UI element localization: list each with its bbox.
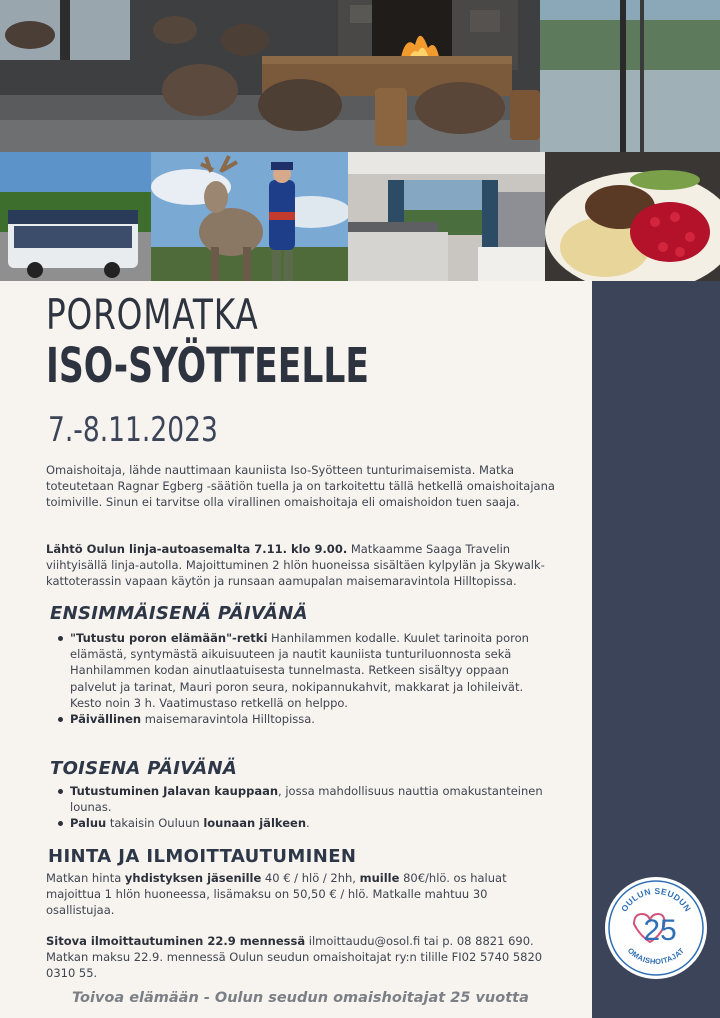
logo-bottom-text: OMAISHOITAJAT [625,945,687,967]
departure-text: Matkaamme Saaga Travelin viihtyisällä linja-autolla. Majoittuminen 2 hlön huoneissa sisältäen kylpylän ja Skywalk-kattoterassin vapaan käytön ja runsaan aamupalan maisemaravintola Hilltopissa. [46,542,545,589]
footer-slogan: Toivoa elämään - Oulun seudun omaishoitajat 25 vuotta [72,990,529,1006]
pricing-paragraph [46,870,556,919]
list-item [56,783,556,815]
departure-bold: Lähtö Oulun linja-autoasemalta 7.11. klo 9.00. [46,542,348,556]
day1-list [56,630,556,727]
list-item [56,815,556,831]
pricing-heading: HINTA JA ILMOITTAUTUMINEN [48,846,357,867]
price-members-label: yhdistyksen jäsenille [124,871,262,885]
price-text: Matkan hinta [46,871,125,885]
departure-paragraph [46,541,556,590]
list-item [56,630,556,711]
list-item-bold: Paluu [70,816,107,831]
lingonberry-dish-photo [545,152,720,281]
registration-text: ilmoittaudu@osol.fi tai p. 08 8821 690. Matkan maksu 22.9. mennessä Oulun seudun omaishoitajat ry:n tilille FI02 5740 5820 0310 55. [46,934,543,981]
registration-deadline: Sitova ilmoittautuminen 22.9 mennessä [46,934,306,948]
list-item-bold: lounaan jälkeen [203,816,307,831]
photo-strip [0,152,720,281]
list-item [56,711,556,727]
price-text: 80€/hlö. os haluat majoittua 1 hlön huoneessa, lisämaksu on 50,50 € / hlö. Matkalle mahtuu 30 osallistujaa. [46,871,507,918]
list-item-text: Hanhilammen kodalle. Kuulet tarinoita poron elämästä, syntymästä aikuisuuteen ja nautit kauniista tunturiluonnosta sekä Hanhilammen kodan ainutlaatuisesta tunnelmasta. Retkeen sisältyy oppaan palvelut ja tarinat, Mauri poron seura, nokipannukahvit, makkarat ja lohileivät. Kesto noin 3 h. Vaatimustaso retkellä on helppo. [70,631,529,710]
day2-list [56,783,556,832]
trip-date: 7.-8.11.2023 [48,410,218,450]
day2-heading: TOISENA PÄIVÄNÄ [50,758,238,779]
registration-paragraph [46,933,556,982]
oulun-seudun-omaishoitajat-logo [604,876,708,980]
list-item-text: maisemaravintola Hilltopissa. [141,712,315,727]
price-others-label: muille [359,871,400,885]
lounge-fireplace-photo [0,0,720,152]
title-line-2: ISO-SYÖTTEELLE [46,338,369,394]
bus-photo [0,152,151,281]
list-item-bold: Päivällinen [70,712,142,727]
day1-heading: ENSIMMÄISENÄ PÄIVÄNÄ [50,603,308,624]
list-item-text: , jossa mahdollisuus nauttia omakustanteinen lounas. [70,784,543,815]
hotel-room-photo [348,152,545,281]
logo-number: 25 [643,914,677,947]
logo-top-text: OULUN SEUDUN [618,885,694,914]
list-item-bold: Tutustuminen Jalavan kauppaan [70,784,279,798]
title-line-1: POROMATKA [46,290,259,339]
list-item-text: takaisin Ouluun [106,816,204,831]
list-item-text: . [306,816,310,831]
price-text: 40 € / hlö / 2hh, [261,871,360,885]
intro-paragraph: Omaishoitaja, lähde nauttimaan kauniista Iso-Syötteen tunturimaisemista. Matka toteutetaan Ragnar Egberg -säätiön tuella ja on tarkoitettu tällä hetkellä omaishoitajana toimiville. Sinun ei tarvitse olla virallinen omaishoitaja eli omaishoidon tuen saaja. [46,463,555,510]
reindeer-herder-photo [151,152,348,281]
list-item-bold: "Tutustu poron elämään"-retki [70,631,268,645]
